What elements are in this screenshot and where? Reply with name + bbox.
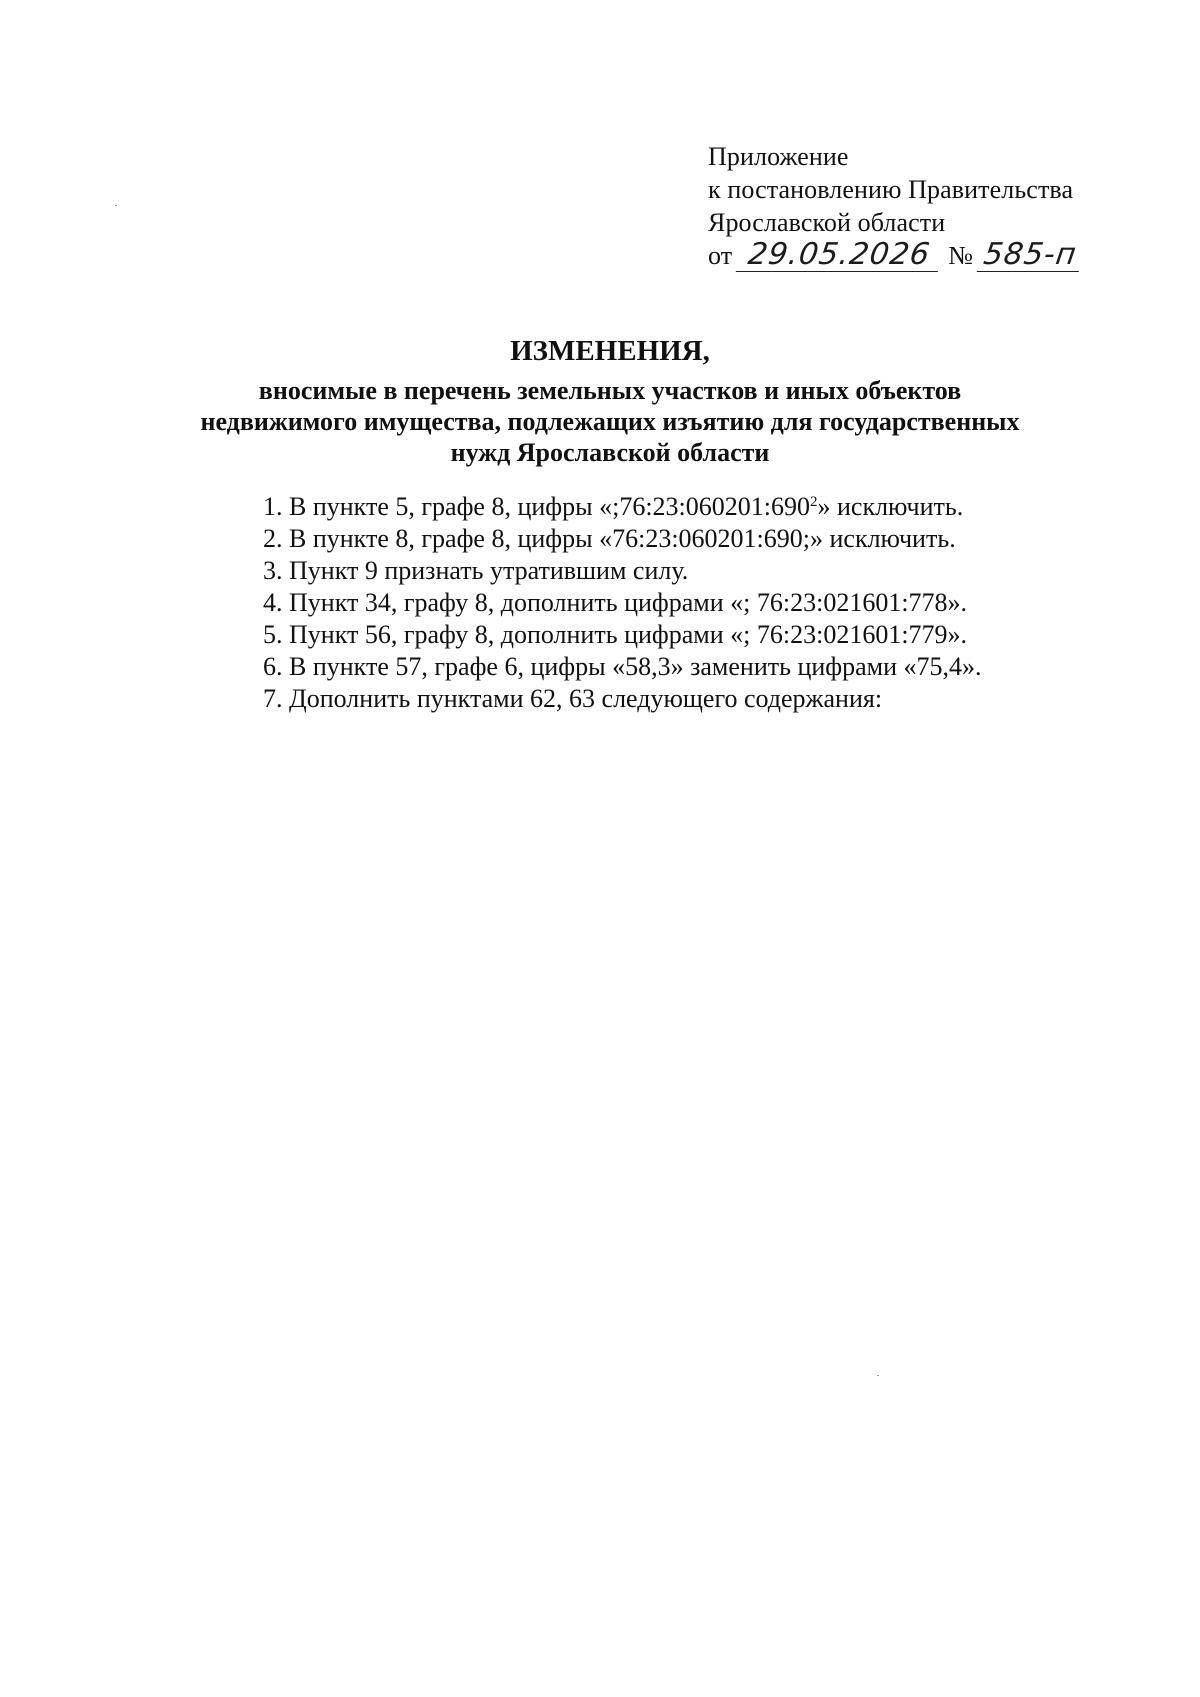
subtitle-line-3: нужд Ярославской области xyxy=(450,438,770,467)
appendix-date-number-line xyxy=(708,239,1081,272)
list-item: 4. Пункт 34, графу 8, дополнить цифрами «; 76:23:021601:778». xyxy=(263,588,968,617)
document-title-block xyxy=(0,333,1200,468)
list-item: 3. Пункт 9 признать утратившим силу. xyxy=(263,556,689,585)
date-prefix: от xyxy=(708,241,733,270)
document-title: ИЗМЕНЕНИЯ, xyxy=(510,335,710,367)
scan-speck xyxy=(877,1375,879,1376)
scan-speck xyxy=(115,205,117,206)
appendix-title: Приложение xyxy=(708,142,849,171)
list-item: 6. В пункте 57, графе 6, цифры «58,3» заменить цифрами «75,4». xyxy=(263,652,982,681)
appendix-block xyxy=(708,140,1081,272)
handwritten-date: 29.05.2026 xyxy=(736,240,942,272)
subtitle-line-1: вносимые в перечень земельных участков и иных объектов xyxy=(258,376,962,405)
list-item: 2. В пункте 8, графе 8, цифры «76:23:060201:690;» исключить. xyxy=(263,524,956,553)
subtitle-line-2: недвижимого имущества, подлежащих изъятию для государственных xyxy=(200,407,1020,436)
item-1-text: 1. В пункте 5, графе 8, цифры «;76:23:060201:690 xyxy=(263,492,810,521)
document-subtitle xyxy=(20,375,1200,468)
appendix-reference: к постановлению Правительства xyxy=(708,175,1074,204)
list-item: 7. Дополнить пунктами 62, 63 следующего содержания: xyxy=(263,684,883,713)
item-1-text-end: » исключить. xyxy=(817,492,964,521)
item-1-superscript: 2 xyxy=(810,494,818,510)
handwritten-number: 585-п xyxy=(977,240,1083,272)
amendments-list xyxy=(263,491,982,715)
appendix-region: Ярославской области xyxy=(708,208,946,237)
list-item: 5. Пункт 56, графу 8, дополнить цифрами «; 76:23:021601:779». xyxy=(263,620,968,649)
number-sign: № xyxy=(948,241,974,270)
list-item xyxy=(263,491,982,523)
